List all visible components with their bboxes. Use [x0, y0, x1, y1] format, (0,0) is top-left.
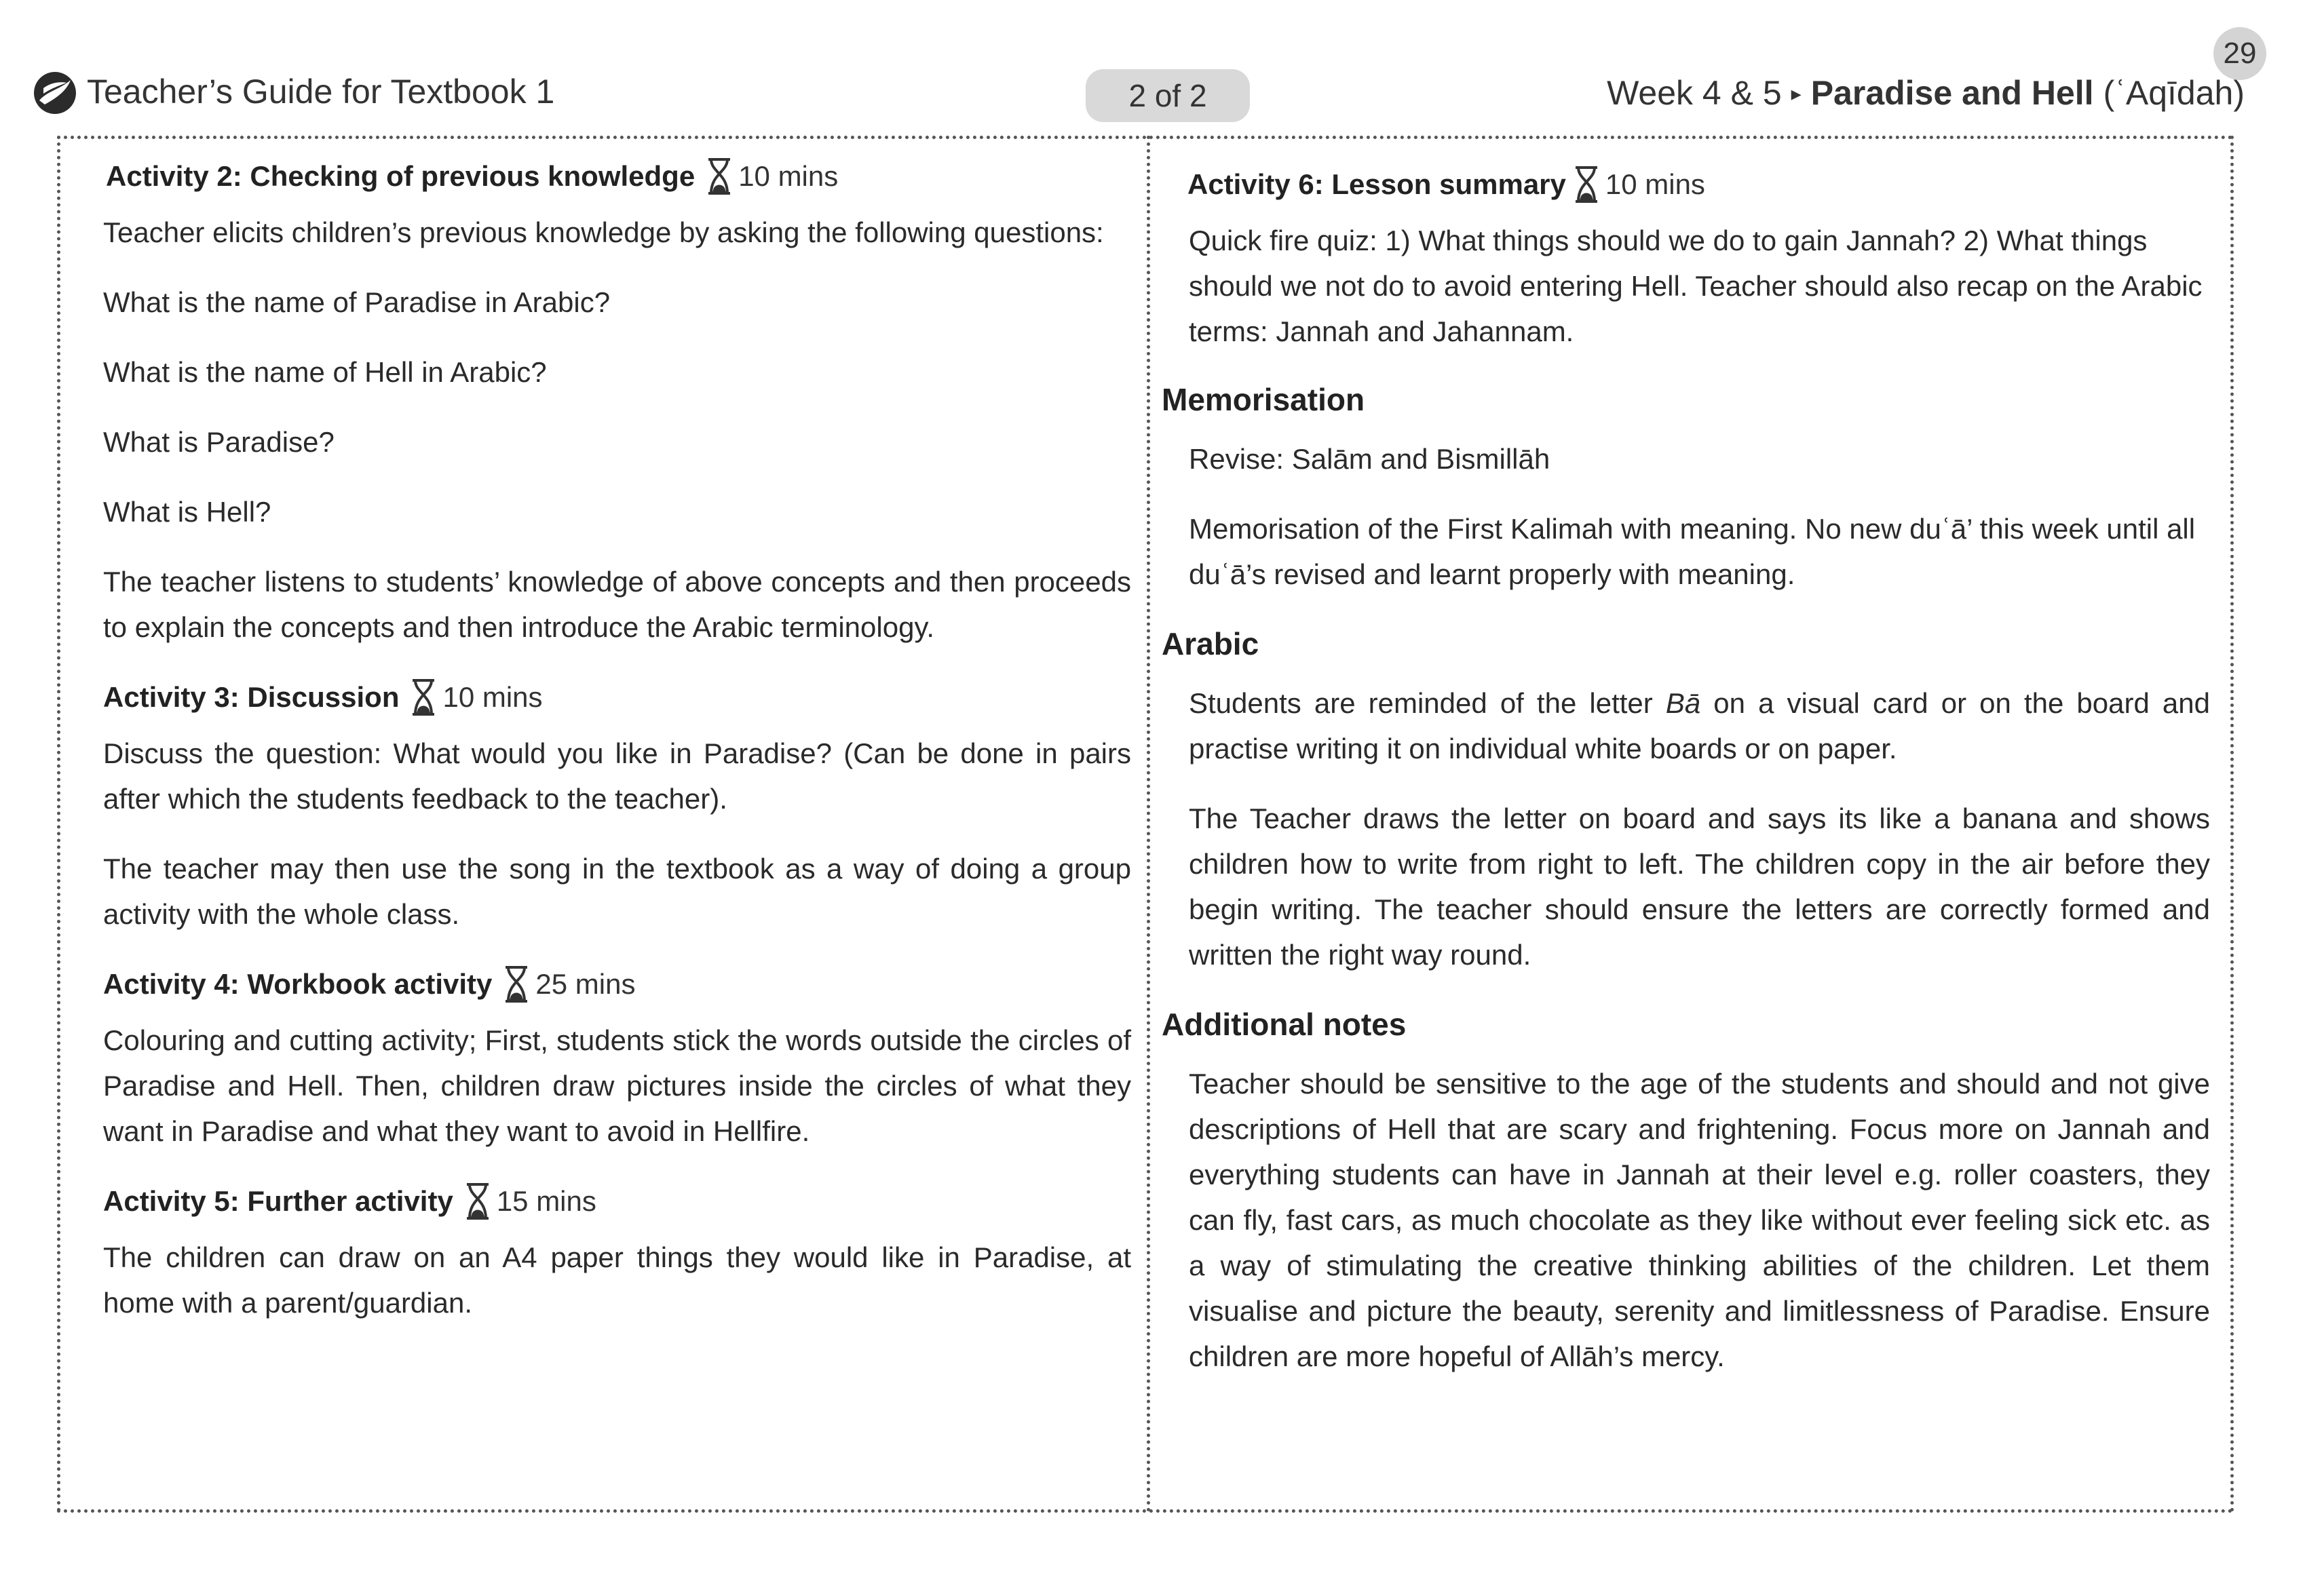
activity-2-heading — [106, 153, 1131, 199]
hourglass-icon — [704, 157, 734, 196]
activity-2-duration: 10 mins — [738, 160, 839, 192]
activity-5-duration: 15 mins — [496, 1185, 596, 1217]
question-what-is-paradise: What is Paradise? — [103, 426, 335, 458]
activity-4-heading — [103, 961, 1131, 1007]
question-hell-arabic: What is the name of Hell in Arabic? — [103, 356, 547, 388]
guide-title: Teacher’s Guide for Textbook 1 — [87, 73, 555, 111]
page-number: 29 — [2213, 27, 2266, 80]
hourglass-icon — [463, 1182, 493, 1221]
arrow-right-icon: ▸ — [1791, 83, 1802, 105]
week-topic-label — [1607, 73, 2245, 113]
memorisation-revise: Revise: Salām and Bismillāh — [1189, 443, 1550, 475]
arabic-paragraph-1 — [1189, 680, 2210, 771]
activity-5-title: Activity 5: Further activity — [103, 1185, 453, 1217]
question-what-is-hell: What is Hell? — [103, 496, 271, 528]
activity-2-outro: The teacher listens to students’ knowledge of above concepts and then proceeds to explain the concepts and then introduce the Arabic terminology. — [103, 566, 1131, 643]
arabic-heading: Arabic — [1162, 626, 1259, 661]
hourglass-icon — [501, 965, 531, 1004]
memorisation-kalimah: Memorisation of the First Kalimah with meaning. No new duʿā’ this week until all duʿā’s revised and learnt properly with meaning. — [1189, 513, 2196, 590]
activity-4-title: Activity 4: Workbook activity — [103, 968, 493, 1000]
arabic-text-after: on a visual card or on the board and practise writing it on individual white boards or on paper. — [1189, 687, 2210, 764]
activity-6-duration: 10 mins — [1605, 168, 1705, 200]
activity-6-heading — [1187, 161, 2210, 207]
arabic-paragraph-2: The Teacher draws the letter on board and says its like a banana and shows children how to write from right to left. The children copy in the air before they begin writing. The teacher should ensure the letters are correctly formed and written the right way round. — [1189, 802, 2210, 971]
additional-notes-paragraph: Teacher should be sensitive to the age of the students and should and not give descriptions of Hell that are scary and frightening. Focus more on Jannah and everything students can have in Jannah at their level e.g. roller coasters, they can fly, fast cars, as much chocolate as they like without ever feeling sick etc. as a way of stimulating the creative thinking abilities of the children. Let them visualise and picture the beauty, serenity and limitlessness of Paradise. Ensure children are more hopeful of Allāh’s mercy. — [1189, 1068, 2210, 1372]
activity-6-paragraph: Quick fire quiz: 1) What things should we do to gain Jannah? 2) What things should we not do to avoid entering Hell. Teacher should also recap on the Arabic terms: Jannah and Jahannam. — [1189, 225, 2203, 347]
arabic-letter-name: Bā — [1665, 687, 1701, 719]
left-column — [103, 153, 1131, 1350]
page-indicator-badge: 2 of 2 — [1086, 69, 1250, 122]
activity-2-intro: Teacher elicits children’s previous knowledge by asking the following questions: — [103, 216, 1104, 248]
topic-category: (ʿAqīdah) — [2103, 74, 2245, 112]
right-column — [1162, 161, 2210, 1403]
hourglass-icon — [408, 678, 438, 717]
arabic-text-before: Students are reminded of the letter — [1189, 687, 1666, 719]
activity-3-duration: 10 mins — [442, 681, 543, 713]
activity-3-paragraph-2: The teacher may then use the song in the textbook as a way of doing a group activity with the whole class. — [103, 853, 1131, 930]
column-divider — [1147, 136, 1150, 1513]
activity-6-title: Activity 6: Lesson summary — [1187, 168, 1566, 200]
week-label: Week 4 & 5 — [1607, 74, 1782, 112]
memorisation-heading: Memorisation — [1162, 382, 1365, 417]
activity-4-paragraph: Colouring and cutting activity; First, students stick the words outside the circles of Paradise and Hell. Then, children draw pictures inside the circles of what they want in Paradise and what they want to avoid in Hellfire. — [103, 1024, 1131, 1147]
topic-title: Paradise and Hell — [1810, 74, 2094, 112]
activity-2-title: Activity 2: Checking of previous knowledge — [106, 160, 696, 192]
activity-3-title: Activity 3: Discussion — [103, 681, 400, 713]
additional-notes-heading: Additional notes — [1162, 1007, 1407, 1042]
question-paradise-arabic: What is the name of Paradise in Arabic? — [103, 286, 611, 318]
activity-3-heading — [103, 674, 1131, 720]
page-header — [33, 65, 2245, 126]
publisher-logo-icon — [33, 71, 77, 115]
activity-4-duration: 25 mins — [535, 968, 636, 1000]
hourglass-icon — [1571, 165, 1601, 204]
activity-5-heading — [103, 1178, 1131, 1224]
activity-5-paragraph: The children can draw on an A4 paper things they would like in Paradise, at home with a parent/guardian. — [103, 1241, 1131, 1319]
activity-3-paragraph-1: Discuss the question: What would you like in Paradise? (Can be done in pairs after which the students feedback to the teacher). — [103, 737, 1131, 815]
